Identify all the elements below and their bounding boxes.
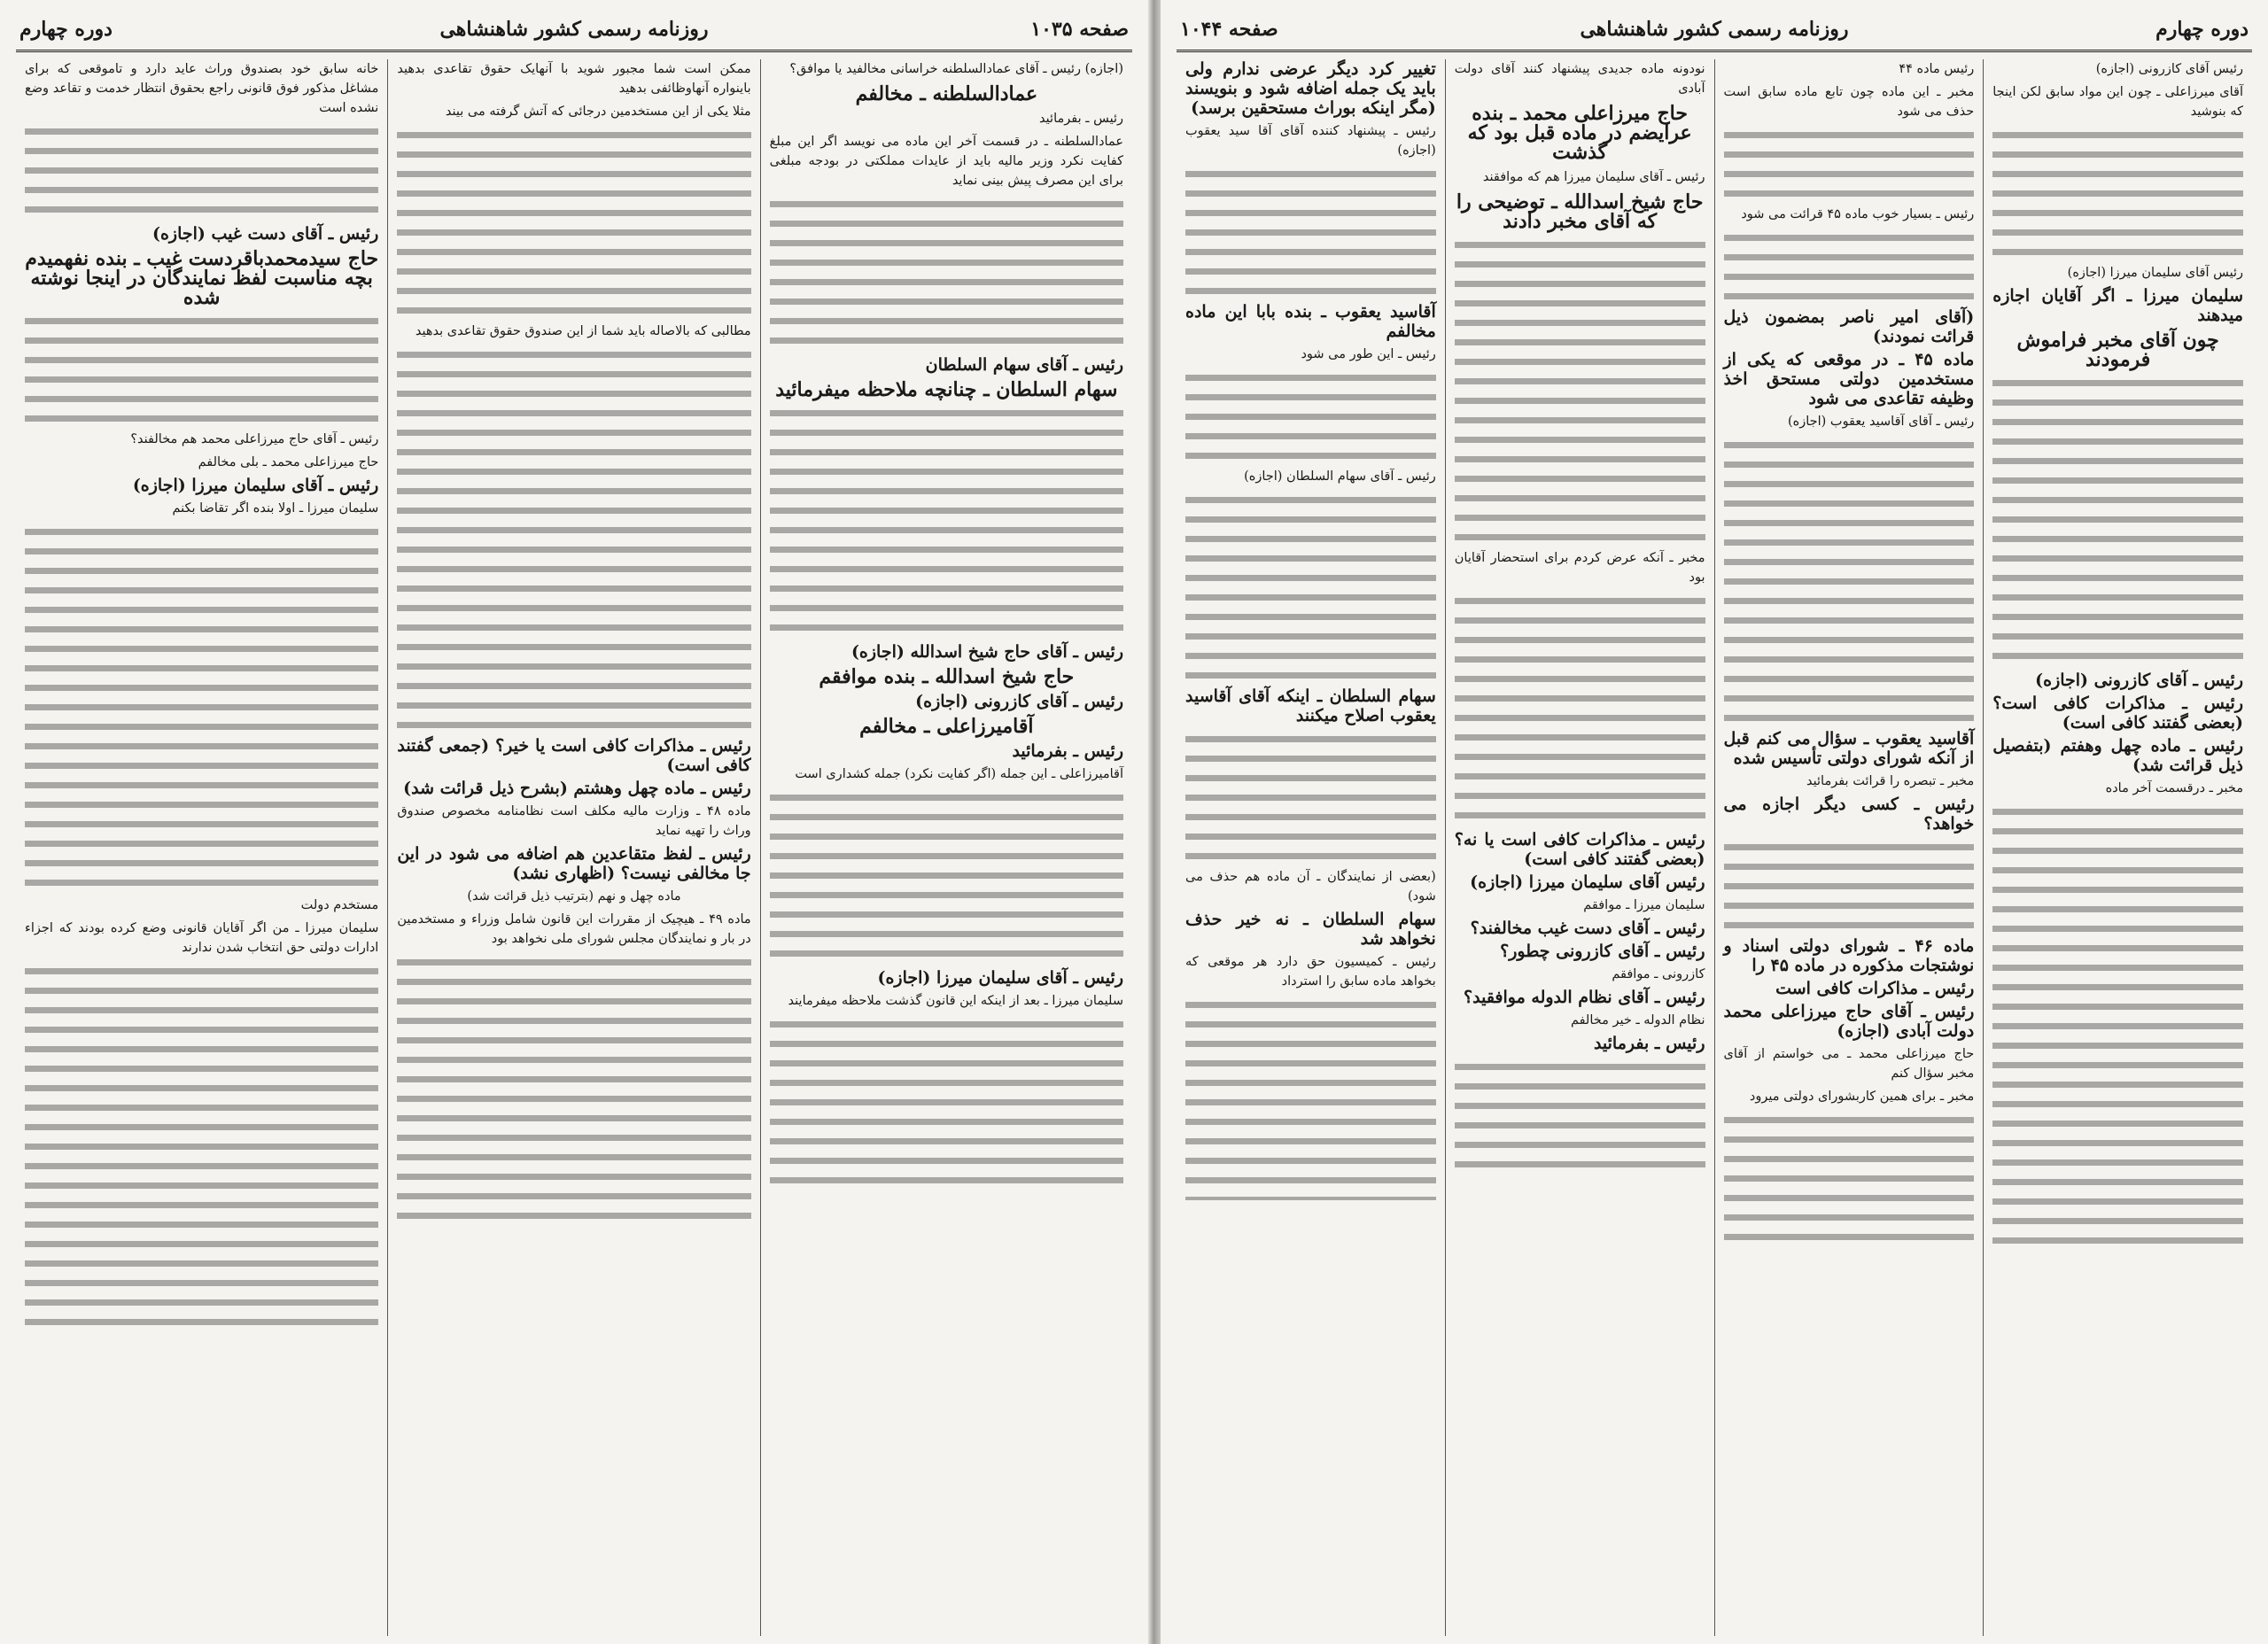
speaker-heading: رئیس ـ آقای کازرونی (اجازه) — [2035, 671, 2243, 690]
speaker-heading: رئیس ـ آقای دست غیب (اجازه) — [151, 224, 379, 244]
paragraph: مخبر ـ آنکه عرض کردم برای استحضار آقایان بود — [1454, 551, 1705, 585]
speaker-heading: حاج سیدمحمدباقردست غیب ـ بنده نفهمیدم بچه مناسبت لفظ نمایندگان در اینجا نوشته شده — [25, 247, 379, 309]
text-block — [1455, 593, 1705, 826]
paragraph: رئیس ـ آقای سهام السلطان (اجازه) — [1244, 469, 1436, 484]
speaker-heading: (آقای امیر ناصر بمضمون ذیل قرائت نمودند) — [1723, 307, 1975, 346]
article-text: ماده ۴۸ ـ وزارت مالیه مکلف است نظامنامه مخصوص صندوق وراث را تهیه نماید — [397, 804, 751, 838]
speaker-heading: رئیس ـ آقای حاج شیخ اسدالله (اجازه) — [850, 642, 1123, 662]
paragraph: آقای میرزاعلی ـ چون این مواد سابق لکن اینجا که بنوشید — [1992, 85, 2243, 119]
paragraph: مطالبی که بالاصاله باید شما از این صندوق حقوق تقاعدی بدهید — [415, 324, 751, 338]
speaker-heading: رئیس ـ آقای کازرونی چطور؟ — [1500, 942, 1705, 961]
paragraph: رئیس ماده ۴۴ — [1899, 62, 1975, 76]
speaker-heading: رئیس ـ بفرمائید — [1593, 1034, 1705, 1053]
speaker-heading: رئیس ـ آقای دست غیب مخالفند؟ — [1470, 919, 1705, 938]
speaker-heading: ماده ۴۵ ـ در موقعی که یکی از مستخدمین دولتی مستحق اخذ وظیفه تقاعدی می شود — [1723, 350, 1975, 408]
text-block — [1185, 369, 1436, 467]
text-block — [397, 954, 750, 1220]
paragraph: کازرونی ـ موافقم — [1612, 967, 1705, 981]
edition-label: دوره چهارم — [19, 18, 113, 41]
right-page-columns — [1177, 59, 2252, 1636]
gazette-title: روزنامه رسمی کشور شاهنشاهی — [1580, 18, 1849, 41]
text-column — [1983, 59, 2252, 1636]
paragraph: حاج میرزاعلی محمد ـ بلی مخالفم — [198, 455, 379, 469]
paragraph: رئیس ـ کمیسیون حق دارد هر موقعی که بخواهد ماده سابق را استرداد — [1185, 955, 1436, 989]
paragraph: رئیس ـ پیشنهاد کننده آقای آقا سید یعقوب (اجازه) — [1185, 124, 1436, 158]
paragraph: سلیمان میرزا ـ بعد از اینکه این قانون گذشت ملاحظه میفرمایند — [788, 994, 1123, 1008]
paragraph: مخبر ـ این ماده چون تابع ماده سابق است حذف می شود — [1723, 85, 1975, 119]
speaker-heading: آقاسید یعقوب ـ سؤال می کنم قبل از آنکه شورای دولتی تأسیس شده — [1723, 729, 1975, 768]
text-block — [1455, 237, 1705, 548]
paragraph: مثلا یکی از این مستخدمین درجائی که آتش گرفته می بیند — [445, 105, 751, 119]
text-block — [1185, 996, 1436, 1200]
text-column — [1714, 59, 1984, 1636]
text-block — [25, 313, 378, 430]
text-column — [1177, 59, 1445, 1636]
text-block — [1724, 839, 1975, 936]
text-block — [770, 1016, 1123, 1193]
text-block — [25, 123, 378, 221]
text-block — [1185, 731, 1436, 867]
speaker-heading: رئیس ـ مذاکرات کافی است یا خیر؟ (جمعی گفتند کافی است) — [397, 736, 751, 775]
right-page — [1161, 0, 2268, 1644]
speaker-heading: سهام السلطان ـ اینکه آقای آقاسید یعقوب اصلاح میکنند — [1185, 686, 1436, 725]
paragraph: (بعضی از نمایندگان ـ آن ماده هم حذف می شود) — [1185, 870, 1436, 903]
speaker-heading: رئیس ـ ماده چهل وهفتم (بتفصیل ذیل قرائت شد) — [1992, 736, 2243, 775]
paragraph: مخبر ـ درقسمت آخر ماده — [2105, 781, 2243, 795]
paragraph: رئیس ـ بسیار خوب ماده ۴۵ قرائت می شود — [1741, 207, 1975, 221]
page-number: صفحه ۱۰۴۴ — [1180, 18, 1278, 41]
speaker-heading: حاج شیخ اسدالله ـ توضیحی را که آقای مخبر دادند — [1456, 190, 1704, 233]
left-page-columns — [16, 59, 1132, 1636]
paragraph: رئیس ـ آقای سلیمان میرزا هم که موافقند — [1482, 170, 1705, 184]
paragraph: نظام الدوله ـ خیر مخالفم — [1570, 1013, 1705, 1028]
speaker-heading: تغییر کرد دیگر عرضی ندارم ولی باید یک جمله اضافه شود و بنویسند (مگر اینکه بوراث مستحقین برسد) — [1185, 59, 1436, 118]
text-block — [1992, 803, 2243, 1246]
speaker-heading: سهام السلطان ـ چنانچه ملاحظه میفرمائید — [775, 378, 1118, 401]
speaker-heading: سهام السلطان ـ نه خیر حذف نخواهد شد — [1185, 910, 1436, 949]
paragraph: عمادالسلطنه ـ در قسمت آخر این ماده می نویسد اگر این مبلغ کفایت نکرد وزیر مالیه باید از عایدات مملکتی در بودجه مبلغی برای این مصرف پیش بینی نماید — [769, 135, 1123, 188]
speaker-heading: سلیمان میرزا ـ اگر آقایان اجازه میدهند — [1992, 286, 2243, 325]
edition-label: دوره چهارم — [2155, 18, 2249, 41]
speaker-heading: ماده ۴۶ ـ شورای دولتی اسناد و نوشتجات مذکوره در ماده ۴۵ را — [1723, 936, 1975, 975]
paragraph: رئیس آقای سلیمان میرزا (اجازه) — [2067, 266, 2243, 280]
paragraph: مستخدم دولت — [300, 898, 379, 912]
speaker-heading: رئیس ـ آقای کازرونی (اجازه) — [915, 692, 1123, 711]
paragraph: مخبر ـ تبصره را قرائت بفرمائید — [1806, 774, 1975, 788]
article-heading: ماده چهل و نهم (بترتیب ذیل قرائت شد) — [467, 889, 681, 903]
speaker-heading: آقاسید یعقوب ـ بنده بابا این ماده مخالفم — [1185, 302, 1436, 341]
speaker-heading: رئیس ـ مذاکرات کافی است یا نه؟ (بعضی گفتند کافی است) — [1454, 830, 1705, 869]
text-block — [1724, 127, 1975, 205]
text-block — [1992, 127, 2243, 263]
speaker-heading: حاج میرزاعلی محمد ـ بنده عرایضم در ماده قبل بود که گذشت — [1467, 102, 1692, 164]
article-text: ماده ۴۹ ـ هیچیک از مقررات این قانون شامل وزراء و مستخدمین در بار و نمایندگان مجلس شورای ملی نخواهد بود — [397, 912, 751, 946]
gazette-title: روزنامه رسمی کشور شاهنشاهی — [439, 18, 709, 41]
right-page-header — [1177, 12, 2252, 52]
paragraph: رئیس ـ آقای حاج میرزاعلی محمد هم مخالفند؟ — [130, 432, 379, 446]
speaker-heading: رئیس ـ آقای سهام السلطان — [925, 355, 1123, 375]
text-block — [770, 196, 1123, 352]
speaker-heading: رئیس ـ لفظ متقاعدین هم اضافه می شود در این جا مخالفی نیست؟ (اظهاری نشد) — [397, 844, 751, 883]
speaker-heading: رئیس آقای سلیمان میرزا (اجازه) — [1470, 872, 1705, 892]
speaker-heading: رئیس ـ ماده چهل وهشتم (بشرح ذیل قرائت شد) — [403, 779, 751, 798]
paragraph: ممکن است شما مجبور شوید با آنهایک حقوق تقاعدی بدهید باینواره آنهاوظائفی بدهید — [397, 62, 751, 96]
paragraph: رئیس ـ آقای آقاسید یعقوب (اجازه) — [1787, 415, 1975, 429]
text-column — [1445, 59, 1714, 1636]
paragraph: حاج میرزاعلی محمد ـ می خواستم از آقای مخبر سؤال کنم — [1723, 1047, 1975, 1081]
text-block — [1185, 492, 1436, 686]
paragraph: مخبر ـ برای همین کاربشورای دولتی میرود — [1749, 1090, 1975, 1104]
page-gutter — [1148, 0, 1161, 1644]
text-block — [397, 127, 750, 322]
paragraph: سلیمان میرزا ـ موافقم — [1583, 898, 1705, 912]
speaker-heading: آقامیرزاعلی ـ مخالفم — [859, 715, 1034, 738]
speaker-heading: رئیس ـ آقای حاج میرزاعلی محمد دولت آبادی (اجازه) — [1723, 1002, 1975, 1041]
paragraph: خانه سابق خود بصندوق وراث عاید دارد و تاموقعی که برای مشاغل مذکور فوق قانونی راجع بحقوق انتظار خدمت و تقاعد وضع نشده است — [25, 62, 379, 115]
speaker-heading: چون آقای مخبر فراموش فرمودند — [2016, 329, 2219, 371]
speaker-heading: رئیس ـ آقای سلیمان میرزا (اجازه) — [132, 476, 379, 495]
speaker-heading: رئیس ـ کسی دیگر اجازه می خواهد؟ — [1723, 795, 1975, 834]
text-block — [770, 789, 1123, 965]
paragraph: (اجازه) رئیس ـ آقای عمادالسلطنه خراسانی مخالفید یا موافق؟ — [789, 62, 1123, 76]
left-page-header — [16, 12, 1132, 52]
paragraph: آقامیرزاعلی ـ این جمله (اگر کفایت نکرد) جمله کشداری است — [795, 767, 1123, 781]
speaker-heading: رئیس ـ بفرمائید — [1012, 741, 1123, 761]
text-block — [25, 523, 378, 896]
text-block — [1724, 1112, 1975, 1248]
speaker-heading: رئیس ـ مذاکرات کافی است؟ (بعضی گفتند کافی است) — [1992, 694, 2243, 733]
text-block — [1455, 1059, 1705, 1175]
paragraph: رئیس ـ بفرمائید — [1039, 112, 1123, 126]
text-block — [770, 405, 1123, 639]
page-number: صفحه ۱۰۳۵ — [1030, 18, 1129, 41]
speaker-heading: رئیس ـ آقای سلیمان میرزا (اجازه) — [877, 968, 1123, 988]
speaker-heading: رئیس ـ آقای نظام الدوله موافقید؟ — [1464, 988, 1705, 1007]
text-block — [397, 346, 750, 736]
text-block — [25, 963, 378, 1335]
speaker-heading: عمادالسلطنه ـ مخالفم — [855, 82, 1038, 105]
paragraph: سلیمان میرزا ـ اولا بنده اگر تقاضا بکنم — [172, 501, 379, 516]
paragraph: رئیس ـ این طور می شود — [1301, 347, 1436, 361]
text-block — [1992, 375, 2243, 667]
text-block — [1185, 166, 1436, 302]
speaker-heading: رئیس ـ مذاکرات کافی است — [1775, 979, 1975, 998]
paragraph: رئیس آقای کازرونی (اجازه) — [2095, 62, 2243, 76]
text-column — [760, 59, 1132, 1636]
paragraph: سلیمان میرزا ـ من اگر آقایان قانونی وضع کرده بودند که اجزاء ادارات دولتی حق انتخاب شدن ندارند — [25, 921, 379, 955]
text-block — [1724, 437, 1975, 729]
text-column — [387, 59, 759, 1636]
text-block — [1724, 229, 1975, 307]
paragraph: نودونه ماده جدیدی پیشنهاد کنند آقای دولت آبادی — [1454, 62, 1705, 96]
text-column — [16, 59, 387, 1636]
speaker-heading: حاج شیخ اسدالله ـ بنده موافقم — [819, 665, 1075, 688]
